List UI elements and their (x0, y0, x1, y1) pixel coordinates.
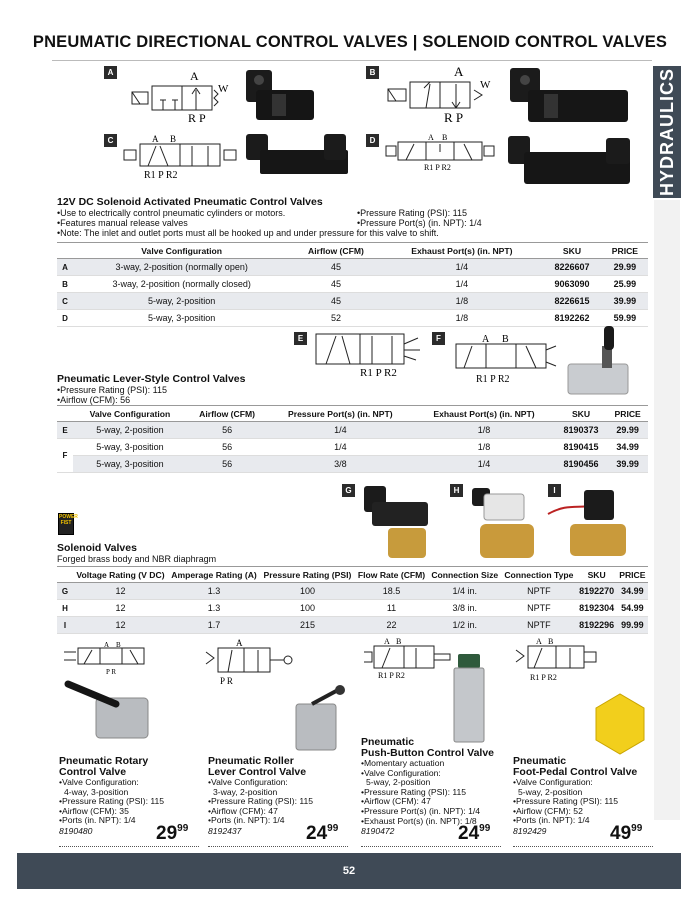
price-cents: 99 (327, 823, 339, 834)
product-pushbutton (361, 737, 501, 837)
cell: 1/4 (267, 439, 413, 456)
cell: 56 (187, 422, 267, 439)
port-label-pr-rol: P R (220, 676, 233, 686)
port-label-a-fp: A (536, 637, 542, 646)
product-title: Foot-Pedal Control Valve (513, 766, 638, 778)
price-dollars: 49 (610, 823, 632, 844)
column-header: Exhaust Port(s) (in. NPT) (413, 406, 554, 422)
port-label-a-f: A (482, 334, 490, 345)
product-line: •Pressure Port(s) (in. NPT): 1/4 (361, 805, 481, 816)
table-row (57, 600, 648, 617)
solenoid-valves-table (57, 566, 648, 634)
title-divider (52, 60, 652, 61)
figure-label-i: I (548, 484, 561, 497)
cell: 3-way, 2-position (normally open) (73, 259, 290, 276)
port-label-b-rot: B (116, 641, 121, 649)
product-line: •Pressure Rating (PSI): 115 (361, 786, 467, 797)
bullet: •Features manual release valves (57, 218, 188, 228)
bullet: •Airflow (CFM): 56 (57, 395, 131, 405)
cell: 56 (187, 456, 267, 473)
cell: 1/8 (413, 422, 554, 439)
column-header: Connection Size (428, 567, 501, 583)
cell: 1/2 in. (428, 617, 501, 634)
price-cell: 99.99 (617, 617, 648, 634)
table-row (57, 259, 648, 276)
product-line: •Airflow (CFM): 47 (361, 796, 431, 807)
solenoid-valve-photo-d (506, 130, 634, 196)
note: •Note: The inlet and outlet ports must all be hooked up and under pressure for this valve to shift. (57, 228, 439, 238)
figure-label-d: D (366, 134, 379, 147)
section-tab[interactable]: HYDRAULICS (653, 66, 681, 198)
page-footer (17, 853, 681, 889)
sku-cell: 9063090 (542, 276, 602, 293)
column-header: Flow Rate (CFM) (355, 567, 428, 583)
cell: 5-way, 3-position (73, 456, 187, 473)
lever-section-info (57, 373, 297, 405)
cell: 1.3 (168, 583, 260, 600)
row-key: D (57, 310, 73, 327)
product-line: •Ports (in. NPT): 1/4 (208, 815, 285, 826)
product-line: 5-way, 2-position (518, 786, 583, 797)
cell: 12 (73, 583, 168, 600)
column-header: Exhaust Port(s) (in. NPT) (382, 243, 543, 259)
price-dollars: 24 (306, 823, 328, 844)
cell: 45 (290, 259, 381, 276)
table-row (57, 617, 648, 634)
lever-valve-photo (562, 324, 646, 400)
product-line: •Valve Configuration: (513, 777, 593, 787)
cell: 100 (260, 583, 355, 600)
product-price (610, 823, 642, 845)
solenoid-valve-photo-c (244, 132, 352, 176)
column-header: Valve Configuration (73, 243, 290, 259)
cell: NPTF (501, 600, 576, 617)
port-label-a-c: A (152, 134, 159, 144)
cell: 1/8 (382, 310, 543, 327)
sku-cell: 8190373 (555, 422, 607, 439)
column-header: PRICE (607, 406, 648, 422)
port-label-a-pb: A (384, 637, 390, 646)
product-line: •Ports (in. NPT): 1/4 (513, 815, 590, 826)
port-label-r1pr2-f: R1 P R2 (476, 374, 510, 384)
solenoid-valve-photo-a (242, 66, 318, 124)
table-row (57, 276, 648, 293)
column-header: PRICE (617, 567, 648, 583)
solenoid-valve-photo-i (546, 486, 636, 562)
cell: 5-way, 2-position (73, 293, 290, 310)
page-title: PNEUMATIC DIRECTIONAL CONTROL VALVES | SOLENOID CONTROL VALVES (32, 33, 668, 51)
valve-symbol-f (450, 332, 558, 384)
pushbutton-valve-photo (450, 650, 490, 746)
product-sku: 8192429 (513, 825, 547, 836)
price-cell: 29.99 (607, 422, 648, 439)
port-label-pr-rot: P R (106, 668, 117, 676)
product-line: •Pressure Rating (PSI): 115 (513, 796, 619, 807)
sku-cell: 8226615 (542, 293, 602, 310)
sku-cell: 8192304 (577, 600, 617, 617)
cell: 5-way, 3-position (73, 439, 187, 456)
row-key: B (57, 276, 73, 293)
row-key: A (57, 259, 73, 276)
table-row (57, 439, 648, 456)
product-title: Pneumatic (513, 755, 567, 767)
product-line: •Pressure Rating (PSI): 115 (59, 796, 165, 807)
figure-label-e: E (294, 332, 307, 345)
figure-label-g: G (342, 484, 355, 497)
port-label-b-c: B (170, 134, 177, 144)
product-line: •Valve Configuration: (361, 767, 441, 778)
figure-label-b: B (366, 66, 379, 79)
row-key: G (57, 583, 73, 600)
badge-text: FIST (60, 520, 72, 526)
bullet: •Use to electrically control pneumatic cylinders or motors. (57, 208, 286, 218)
port-label-r1pr2-e: R1 P R2 (360, 367, 397, 379)
product-price (156, 823, 188, 845)
port-label-w-b: W (480, 79, 491, 91)
valve-symbol-pushbutton (362, 636, 454, 682)
product-title: Push-Button Control Valve (361, 747, 495, 759)
figure-label-h: H (450, 484, 463, 497)
cell: 1/4 (413, 456, 554, 473)
product-sku: 8190480 (59, 825, 93, 836)
product-line: •Valve Configuration: (208, 777, 288, 787)
product-title: Pneumatic (361, 736, 415, 748)
table-row (57, 583, 648, 600)
figure-label-f: F (432, 332, 445, 345)
product-title: Pneumatic Roller (208, 755, 294, 767)
port-label-rp-b: R P (444, 110, 464, 124)
rotary-valve-photo (60, 676, 152, 746)
subtitle: Forged brass body and NBR diaphragm (57, 554, 217, 564)
section-heading: Solenoid Valves (57, 542, 137, 554)
solenoid-valve-photo-h (470, 482, 540, 562)
price-cell: 59.99 (602, 310, 648, 327)
column-header: SKU (555, 406, 607, 422)
cell: 56 (187, 439, 267, 456)
valve-symbol-e (312, 330, 424, 380)
row-key: H (57, 600, 73, 617)
product-sku: 8192437 (208, 825, 242, 836)
table-row (57, 293, 648, 310)
port-label-b-fp: B (548, 637, 554, 646)
product-line: •Airflow (CFM): 52 (513, 805, 583, 816)
sku-cell: 8190415 (555, 439, 607, 456)
cell: 52 (290, 310, 381, 327)
cell: 3-way, 2-position (normally closed) (73, 276, 290, 293)
price-cell: 25.99 (602, 276, 648, 293)
port-label-a-rot: A (104, 641, 110, 649)
price-cents: 99 (479, 823, 491, 834)
price-cell: 34.99 (617, 583, 648, 600)
port-label-rp: R P (188, 111, 206, 122)
side-gutter (654, 200, 680, 820)
valve-symbol-roller (204, 638, 296, 686)
cell: 215 (260, 617, 355, 634)
price-dollars: 24 (458, 823, 480, 844)
dotted-leader (59, 846, 199, 847)
cell: 12 (73, 600, 168, 617)
solenoid-valve-table (57, 242, 648, 327)
port-label-b-f: B (502, 334, 509, 345)
product-line: •Airflow (CFM): 47 (208, 805, 278, 816)
valve-symbol-d (384, 130, 496, 174)
row-key: C (57, 293, 73, 310)
product-line: 5-way, 2-position (366, 777, 431, 788)
price-cell: 54.99 (617, 600, 648, 617)
badge-text: POWER (59, 514, 78, 520)
valve-symbol-a (130, 66, 230, 122)
valve-symbol-rotary (62, 640, 158, 676)
product-line: 3-way, 2-position (213, 786, 278, 797)
lever-valve-table (57, 405, 648, 473)
port-label-b-d: B (442, 133, 448, 142)
valve-symbol-b (384, 62, 494, 124)
column-header: Connection Type (501, 567, 576, 583)
cell: 12 (73, 617, 168, 634)
product-line: •Valve Configuration: (59, 777, 139, 787)
price-cell: 34.99 (607, 439, 648, 456)
bullet: •Pressure Rating (PSI): 115 (57, 385, 168, 395)
footpedal-valve-photo (590, 690, 646, 756)
cell: 1/8 (413, 439, 554, 456)
cell: 1.3 (168, 600, 260, 617)
product-price (306, 823, 338, 845)
dotted-leader (361, 846, 501, 847)
price-cents: 99 (631, 823, 643, 834)
product-line: •Momentary actuation (361, 758, 445, 768)
section-heading: Pneumatic Lever-Style Control Valves (57, 373, 246, 385)
cell: 5-way, 3-position (73, 310, 290, 327)
cell: 1/4 (267, 422, 413, 439)
cell: 1/8 (382, 293, 543, 310)
dotted-leader (513, 846, 653, 847)
cell: 5-way, 2-position (73, 422, 187, 439)
row-key: E (57, 422, 73, 439)
port-label-b-pb: B (396, 637, 402, 646)
dotted-leader (208, 846, 348, 847)
product-line: •Exhaust Port(s) (in. NPT): 1/8 (361, 815, 477, 826)
solenoid-valves-info (57, 542, 297, 564)
sku-cell: 8192270 (577, 583, 617, 600)
product-line: •Ports (in. NPT): 1/4 (59, 815, 136, 826)
product-title: Lever Control Valve (208, 766, 307, 778)
sku-cell: 8190456 (555, 456, 607, 473)
price-cell: 39.99 (607, 456, 648, 473)
sku-cell: 8192262 (542, 310, 602, 327)
column-header: Valve Configuration (73, 406, 187, 422)
valve-symbol-c (122, 132, 240, 180)
cell: 3/8 in. (428, 600, 501, 617)
port-label-a: A (190, 69, 199, 83)
column-header: Airflow (CFM) (290, 243, 381, 259)
figure-label-c: C (104, 134, 117, 147)
product-line: 4-way, 3-position (64, 786, 129, 797)
product-sku: 8190472 (361, 826, 395, 837)
cell: 18.5 (355, 583, 428, 600)
price-dollars: 29 (156, 823, 178, 844)
solenoid-valve-photo-b (508, 66, 632, 126)
table-row (57, 310, 648, 327)
cell: 3/8 (267, 456, 413, 473)
column-header: Amperage Rating (A) (168, 567, 260, 583)
column-header: Pressure Port(s) (in. NPT) (267, 406, 413, 422)
cell: 1/4 in. (428, 583, 501, 600)
solenoid-valve-photo-g (360, 482, 436, 562)
section-heading: 12V DC Solenoid Activated Pneumatic Control Valves (57, 196, 323, 208)
product-title: Pneumatic Rotary (59, 755, 149, 767)
price-cell: 39.99 (602, 293, 648, 310)
row-key: I (57, 617, 73, 634)
cell: 100 (260, 600, 355, 617)
table-row (57, 456, 648, 473)
roller-valve-photo (290, 684, 348, 754)
cell: 1/4 (382, 276, 543, 293)
sku-cell: 8226607 (542, 259, 602, 276)
cell: 1/4 (382, 259, 543, 276)
cell: NPTF (501, 617, 576, 634)
port-label-r1pr2-d: R1 P R2 (424, 163, 451, 172)
figure-label-a: A (104, 66, 117, 79)
port-label-a-rol: A (236, 638, 243, 648)
power-fist-logo (58, 513, 78, 535)
sku-cell: 8192296 (577, 617, 617, 634)
column-header: Voltage Rating (V DC) (73, 567, 168, 583)
product-price (458, 823, 490, 845)
column-header: Airflow (CFM) (187, 406, 267, 422)
port-label-a-b: A (454, 64, 464, 79)
cell: NPTF (501, 583, 576, 600)
port-label-a-d: A (428, 133, 434, 142)
column-header: SKU (542, 243, 602, 259)
bullet: •Pressure Rating (PSI): 115 (357, 208, 468, 218)
column-header: SKU (577, 567, 617, 583)
product-line: •Airflow (CFM): 35 (59, 805, 129, 816)
bullet: •Pressure Port(s) (in. NPT): 1/4 (357, 218, 482, 228)
price-cell: 29.99 (602, 259, 648, 276)
valve-symbol-footpedal (514, 636, 604, 684)
port-label-r1pr2-c: R1 P R2 (144, 170, 178, 180)
page-number: 52 (342, 865, 356, 877)
solenoid-section-info (57, 196, 647, 238)
cell: 22 (355, 617, 428, 634)
cell: 11 (355, 600, 428, 617)
table-row (57, 422, 648, 439)
row-key: F (57, 439, 73, 473)
cell: 1.7 (168, 617, 260, 634)
product-title: Control Valve (59, 766, 127, 778)
cell: 45 (290, 276, 381, 293)
port-label-r1pr2-fp: R1 P R2 (530, 673, 557, 682)
port-label-w: W (218, 83, 229, 95)
price-cents: 99 (177, 823, 189, 834)
column-header: Pressure Rating (PSI) (260, 567, 355, 583)
cell: 45 (290, 293, 381, 310)
product-line: •Pressure Rating (PSI): 115 (208, 796, 314, 807)
port-label-r1pr2-pb: R1 P R2 (378, 671, 405, 680)
column-header: PRICE (602, 243, 648, 259)
